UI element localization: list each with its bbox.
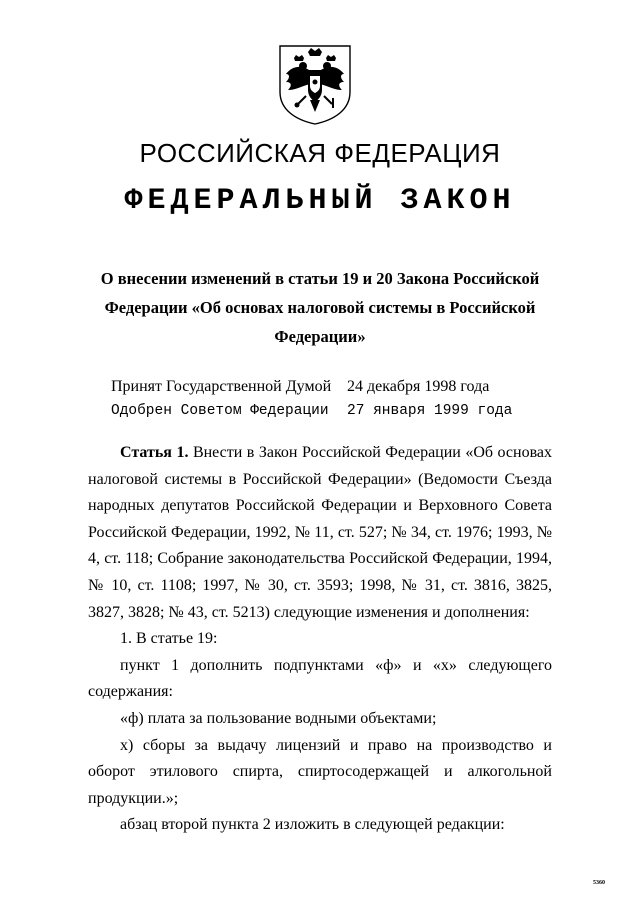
article-item: 1. В статье 19: bbox=[120, 630, 218, 648]
adoption-row-council bbox=[111, 399, 531, 424]
law-type-heading: ФЕДЕРАЛЬНЫЙ ЗАКОН bbox=[124, 184, 516, 218]
adoption-row-duma bbox=[111, 374, 531, 399]
article-item: х) сборы за выдачу лицензий и право на производство и оборот этилового спирта, спиртосодержащей и алкогольной продукции.»; bbox=[88, 736, 552, 807]
article-item: абзац второй пункта 2 изложить в следующей редакции: bbox=[120, 816, 505, 834]
page-number: 5360 bbox=[593, 880, 605, 886]
article-heading: Статья 1. bbox=[120, 444, 189, 461]
country-heading: РОССИЙСКАЯ ФЕДЕРАЦИЯ bbox=[139, 138, 501, 168]
article-1 bbox=[88, 440, 552, 839]
law-title: О внесении изменений в статьи 19 и 20 Закона Российской Федерации «Об основах налоговой системы в Российской Федерации» bbox=[100, 269, 540, 346]
adoption-block bbox=[111, 374, 531, 424]
adoption-body: Одобрен Советом Федерации bbox=[111, 403, 329, 419]
article-intro-paragraph bbox=[88, 440, 552, 626]
coat-of-arms-icon bbox=[272, 40, 358, 126]
adoption-date: 27 января 1999 года bbox=[347, 403, 513, 419]
article-item: «ф) плата за пользование водными объектами; bbox=[120, 709, 437, 727]
article-item: пункт 1 дополнить подпунктами «ф» и «х» следующего содержания: bbox=[88, 656, 552, 701]
adoption-body: Принят Государственной Думой bbox=[111, 378, 332, 395]
adoption-date: 24 декабря 1998 года bbox=[347, 378, 490, 395]
article-intro-text: Внести в Закон Российской Федерации «Об основах налоговой системы в Российской Федерации» (Ведомости Съезда народных депутатов Российской Федерации и Верховного Совета Российской Федерации, 1992, № 11, ст. 527; № 34, ст. 1976; 1993, № 4, ст. 118; Собрание законодательства Российской Федерации, 1994, № 10, ст. 1108; 1997, № 30, ст. 3593; 1998, № 31, ст. 3816, 3825, 3827, 3828; № 43, ст. 5213) следующие изменения и дополнения: bbox=[88, 444, 553, 621]
